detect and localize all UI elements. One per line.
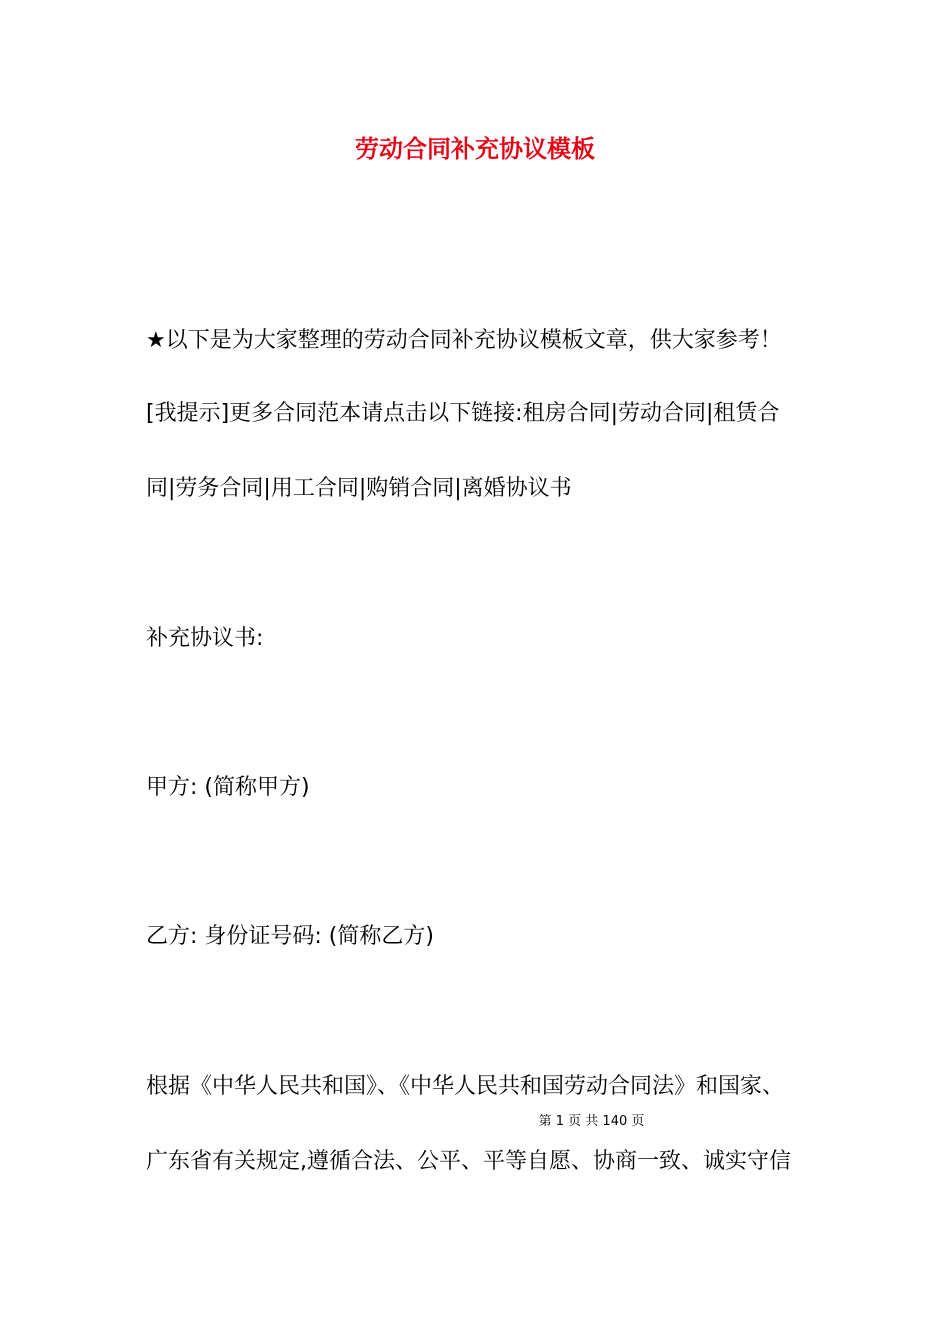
section-heading: 补充协议书: bbox=[146, 626, 264, 651]
document-title: 劳动合同补充协议模板 bbox=[355, 135, 595, 163]
page-footer: 第 1 页 共 140 页 bbox=[538, 1114, 645, 1129]
party-a-line: 甲方: (简称甲方) bbox=[146, 775, 310, 800]
intro-text: ★以下是为大家整理的劳动合同补充协议模板文章，供大家参考！ bbox=[146, 328, 782, 353]
links-line-1: [我提示]更多合同范本请点击以下链接:租房合同|劳动合同|租赁合 bbox=[146, 401, 780, 426]
body-line-2: 广东省有关规定,遵循合法、公平、平等自愿、协商一致、诚实守信 bbox=[146, 1149, 791, 1174]
party-b-line: 乙方: 身份证号码: (简称乙方) bbox=[146, 924, 434, 949]
body-line-1: 根据《中华人民共和国》、《中华人民共和国劳动合同法》和国家、 bbox=[146, 1074, 785, 1099]
links-line-2: 同|劳务合同|用工合同|购销合同|离婚协议书 bbox=[146, 476, 572, 501]
